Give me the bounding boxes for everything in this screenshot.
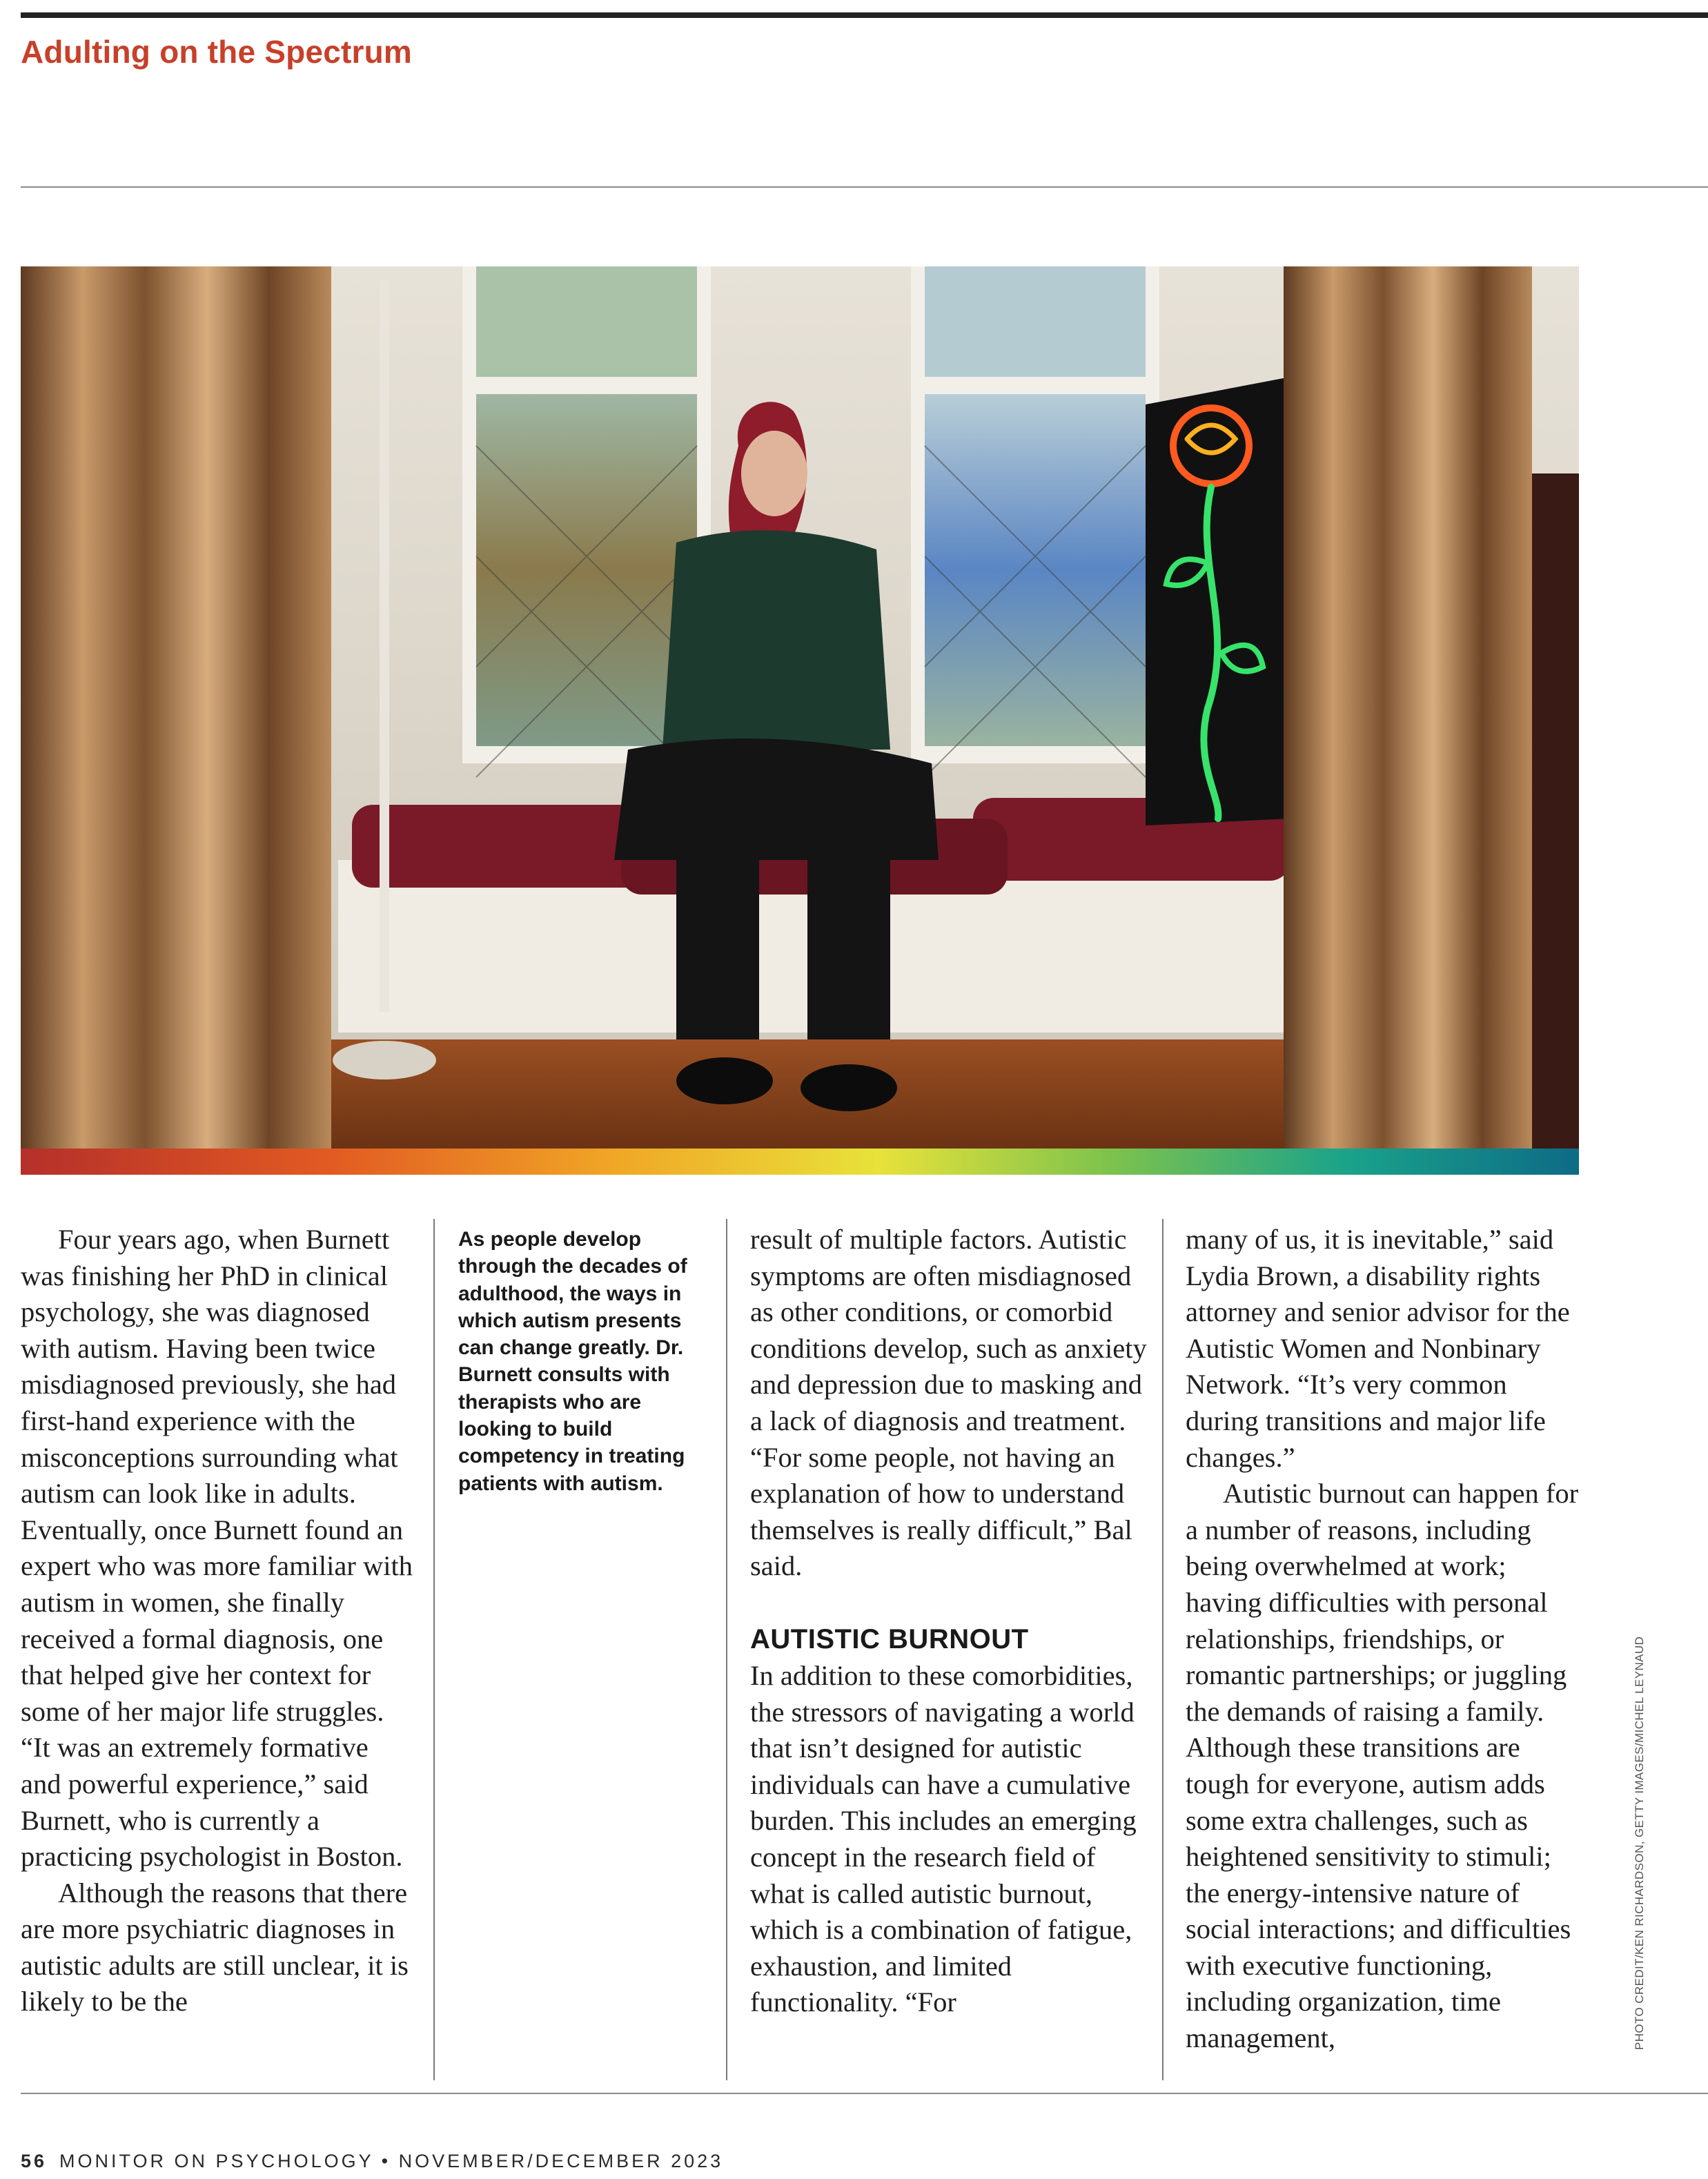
page-number: 56 [21,2151,48,2171]
section-title: Adulting on the Spectrum [21,34,412,70]
pull-quote: As people develop through the decades of adulthood, the ways in which autism presents can change greatly. Dr. Burnett consults with therapists who are looking to build competency in treating patients with autism. [458,1228,687,1495]
article-paragraph: Although the reasons that there are more psychiatric diagnoses in autistic adults are still unclear, it is likely to be the [21,1877,409,2017]
column-divider [726,1219,727,2080]
photo-credit: PHOTO CREDIT/KEN RICHARDSON, GETTY IMAGES/MICHEL LEYNAUD [1633,1636,1646,2050]
article-paragraph: Four years ago, when Burnett was finishing her PhD in clinical psychology, she was diagnosed with autism. Having been twice misdiagnosed previously, she had first-hand experience with the misconceptions surrounding what autism can look like in adults. Eventually, once Burnett found an expert who was more familiar with autism in women, she finally received a formal diagnosis, one that helped give her context for some of her major life struggles. “It was an extremely formative and powerful experience,” said Burnett, who is currently a practicing psychologist in Boston. [21,1224,413,1873]
column-divider [1162,1219,1164,2080]
column-divider [433,1219,435,2080]
article-column-4 [1186,1222,1586,2057]
article-paragraph: In addition to these comorbidities, the stressors of navigating a world that isn’t designed for autistic individuals can have a cumulative burden. This includes an emerging concept in the research field of what is called autistic burnout, which is a combination of fatigue, exhaustion, and limited functionality. “For [750,1659,1137,2018]
feature-photo [21,266,1579,1149]
article-paragraph: many of us, it is inevitable,” said Lydia Brown, a disability rights attorney and senior advisor for the Autistic Women and Nonbinary Network. “It’s very common during transitions and major life changes.” [1186,1224,1570,1473]
article-paragraph: Autistic burnout can happen for a number of reasons, including being overwhelmed at work; having difficulties with personal relationships, friendships, or romantic partnerships; or juggling the demands of raising a family. Although these transitions are tough for everyone, autism adds some extra challenges, such as heightened sensitivity to stimuli; the energy-intensive nature of social interactions; and difficulties with executive functioning, including organization, time management, [1186,1478,1579,2054]
publication-line: MONITOR ON PSYCHOLOGY • NOVEMBER/DECEMBER 2023 [59,2151,724,2171]
article-column-3 [750,1222,1150,2021]
article-paragraph: result of multiple factors. Autistic symptoms are often misdiagnosed as other conditions, or comorbid conditions develop, such as anxiety and depression due to masking and a lack of diagnosis and treatment. “For some people, not having an explanation of how to understand themselves is really difficult,” Bal said. [750,1224,1147,1582]
top-rule [21,12,1708,18]
page-footer [21,2151,723,2172]
footer-rule [21,2093,1708,2094]
rainbow-gradient-bar [21,1149,1579,1175]
header-rule [21,186,1708,188]
article-column-1 [21,1222,414,2020]
section-subhead: AUTISTIC BURNOUT [750,1623,1029,1654]
